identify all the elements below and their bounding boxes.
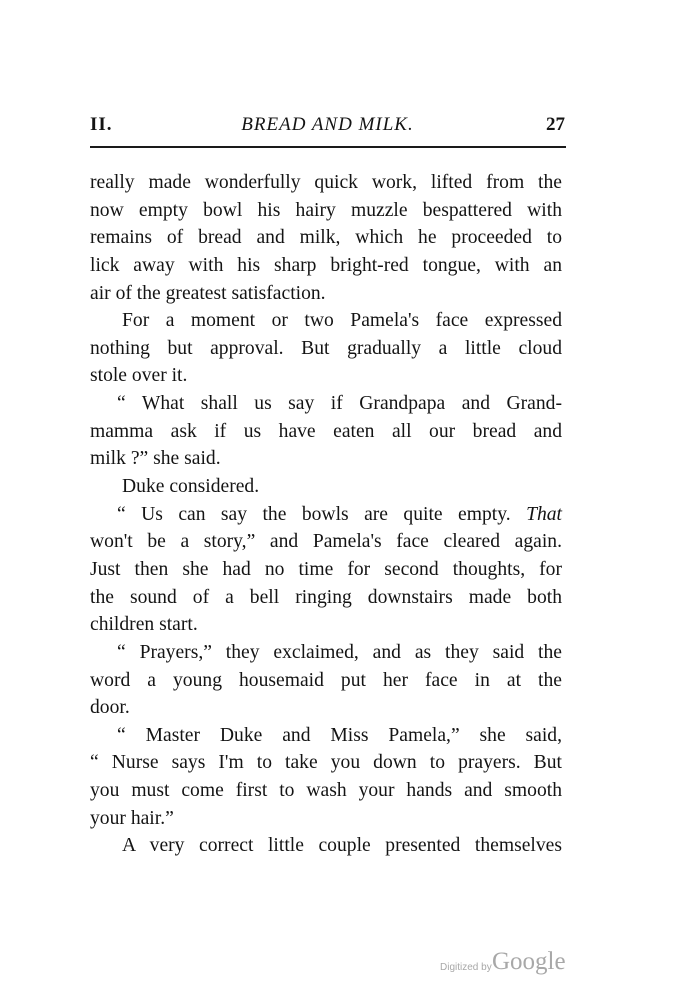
text-line: children start. [90,614,198,636]
text-line: your hair.” [90,807,174,829]
page-number: 27 [546,114,565,135]
running-title: BREAD AND MILK. [241,114,414,135]
text-line: word a young housemaid put her face in at the [90,669,562,691]
text-line: “ Prayers,” they exclaimed, and as they said the [117,641,562,663]
text-line: Duke considered. [122,476,260,498]
text-line: nothing but approval. But gradually a little cloud [90,337,562,359]
text-line: For a moment or two Pamela's face expressed [122,310,562,332]
text-line: “ Nurse says I'm to take you down to prayers. But [90,752,562,774]
body-text [90,169,562,860]
digitized-label: Digitized by [440,962,492,973]
text-line: milk ?” she said. [90,448,221,470]
text-segment: “ Us can say the bowls are quite empty. [117,503,511,525]
text-line: Just then she had no time for second thoughts, for [90,558,562,580]
emphasis-text: That [526,503,562,525]
header-rule [90,146,566,148]
text-line: now empty bowl his hairy muzzle bespattered with [90,199,562,221]
digitization-watermark [440,948,580,984]
text-line: won't be a story,” and Pamela's face cleared again. [90,531,562,553]
text-line: air of the greatest satisfaction. [90,282,326,304]
text-line: really made wonderfully quick work, lifted from the [90,172,562,193]
text-line: “ What shall us say if Grandpapa and Grand- [117,393,562,415]
text-line [90,501,562,529]
text-line: door. [90,697,130,719]
text-line: remains of bread and milk, which he proceeded to [90,227,562,249]
text-line: stole over it. [90,365,188,387]
text-line: “ Master Duke and Miss Pamela,” she said, [117,724,562,746]
google-logo: Google [492,948,566,975]
text-line: A very correct little couple presented themselves [122,835,562,857]
text-line: mamma ask if us have eaten all our bread and [90,420,562,442]
chapter-number: II. [90,114,113,135]
running-header [90,114,565,140]
text-line: the sound of a bell ringing downstairs made both [90,586,562,608]
text-line: you must come first to wash your hands and smooth [90,780,562,802]
text-line: lick away with his sharp bright-red tongue, with an [90,254,562,276]
